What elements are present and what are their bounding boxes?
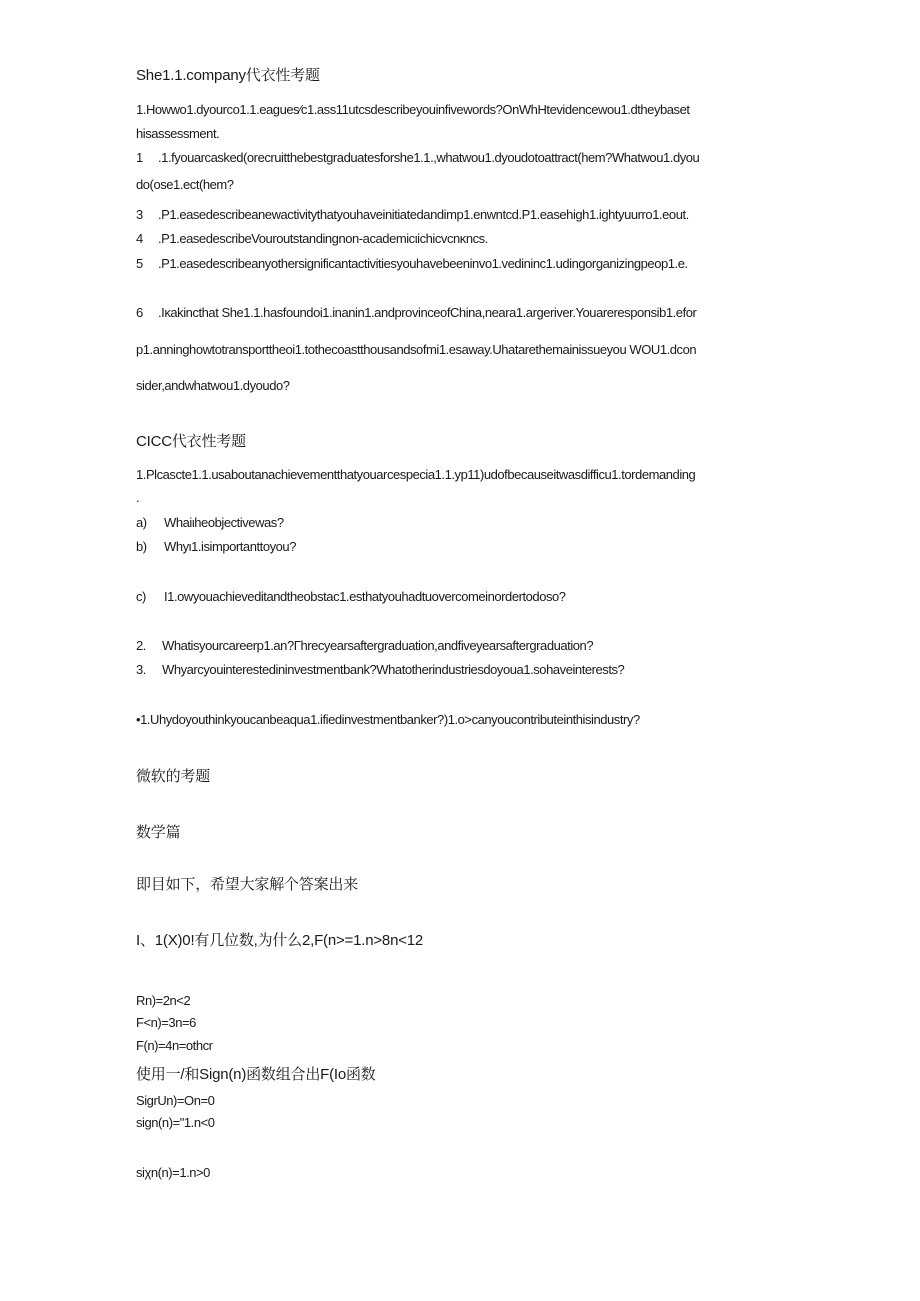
shell-question-5 <box>136 255 688 273</box>
shell-question-1-line-1: 1.Howwo1.dyourco1.1.eagues∕c1.ass11utcsdescribeyouinfivewords?OnWhHtevidencewou1.dtheybaset <box>136 102 690 117</box>
cicc-item-a-text: Whaiιheobjectivewas? <box>164 515 284 530</box>
shell-question-2-line-1 <box>136 149 699 167</box>
microsoft-section-heading: 微软的考题 <box>136 768 211 785</box>
shell-question-4 <box>136 230 488 248</box>
cicc-item-a-label: a) <box>136 515 147 530</box>
formula-line-1: Rn)=2n<2 <box>136 993 191 1008</box>
cicc-question-1-line-1: 1.Plcascte1.1.usaboutanachievementthatyouarcespecia1.1.yp11)udofbecauseitwasdifficu1.tordemanding <box>136 467 696 482</box>
shell-question-6-text: .Iκakincthat She1.1.hasfoundoi1.inanin1.andprovinceofChina,neara1.argeriver.Youareresponsib1.efor <box>158 305 697 320</box>
shell-question-6-line-1 <box>136 304 696 322</box>
shell-question-4-text: .P1.easedescribeVouroutstandingnon-academicιichicvcnκncs. <box>158 231 488 246</box>
cicc-item-c-label: c) <box>136 589 146 604</box>
shell-section-heading: She1.1.company代衣性考题 <box>136 67 320 84</box>
shell-question-4-number: 4 <box>136 231 143 246</box>
cicc-item-a <box>136 514 284 532</box>
cicc-question-3 <box>136 661 624 679</box>
shell-question-3-text: .P1.easedescribeanewactivitythatyouhaveinitiatedandimp1.enwntcd.P1.easehigh1.ightyuurro1.eout. <box>158 207 689 222</box>
intro-text: 即目如下，希望大家解个答案出来 <box>136 876 359 893</box>
formula-line-3: F(n)=4n=othcr <box>136 1038 213 1053</box>
math-subheading: 数学篇 <box>136 824 181 841</box>
shell-question-2-number: 1 <box>136 150 143 165</box>
cicc-item-c <box>136 588 566 606</box>
shell-question-6-number: 6 <box>136 305 143 320</box>
cicc-item-b <box>136 538 296 556</box>
shell-question-6-line-3: sider,andwhatwou1.dyoudo? <box>136 378 290 393</box>
cicc-question-4: •1.Uhydoyouthinkyoucanbeaqua1.ifiedinvestmentbanker?)1.o>canyoucontributeinthisindustry? <box>136 712 640 727</box>
cicc-question-3-number: 3. <box>136 662 146 677</box>
cicc-question-2-number: 2. <box>136 638 146 653</box>
shell-question-3 <box>136 206 689 224</box>
shell-question-5-number: 5 <box>136 256 143 271</box>
shell-question-1-line-2: hisassessment. <box>136 126 220 141</box>
cicc-item-b-label: b) <box>136 539 147 554</box>
shell-question-2-text: .1.fyouarcasked(orecruitthebestgraduatesforshe1.1.,whatwou1.dyoudotoattract(hem?Whatwou1.dyou <box>158 150 700 165</box>
formula-line-2: F<n)=3n=6 <box>136 1015 196 1030</box>
shell-question-5-text: .P1.easedescribeanyothersignificantactivitiesyouhavebeeninvo1.vedininc1.udingorganizingpeop1.e. <box>158 256 688 271</box>
shell-question-3-number: 3 <box>136 207 143 222</box>
problem-2: 使用一/和Sign(n)函数组合出F(Io函数 <box>136 1066 376 1083</box>
problem-1: I、1(X)0!有几位数,为什么2,F(n>=1.n>8n<12 <box>136 932 424 949</box>
cicc-item-b-text: Whyι1.isimportanttoyou? <box>164 539 296 554</box>
cicc-section-heading: CICC代衣性考题 <box>136 433 246 450</box>
cicc-question-2 <box>136 637 593 655</box>
shell-question-6-line-2: p1.anninghowtotransporttheoi1.tothecoastthousandsofmi1.esaway.Uhatarethemainissueyou WOU1.dcon <box>136 342 697 357</box>
sign-line-3: siχn(n)=1.n>0 <box>136 1165 210 1180</box>
shell-question-2-line-2: do(ose1.ect(hem? <box>136 177 234 192</box>
cicc-item-c-text: I1.owyouachieveditandtheobstac1.esthatyouhadtuovercomeinordertodoso? <box>164 589 566 604</box>
cicc-question-2-text: Whatisyourcareerp1.an?Γhrecyearsaftergraduation,andfiveyearsaftergraduation? <box>162 638 594 653</box>
cicc-question-1-line-2: . <box>136 490 140 505</box>
cicc-question-3-text: Whyarcyouinterestedininvestmentbank?Whatotherindustriesdoyoua1.sohaveinterests? <box>162 662 625 677</box>
sign-line-1: SigrUn)=On=0 <box>136 1093 215 1108</box>
sign-line-2: sign(n)="1.n<0 <box>136 1115 215 1130</box>
